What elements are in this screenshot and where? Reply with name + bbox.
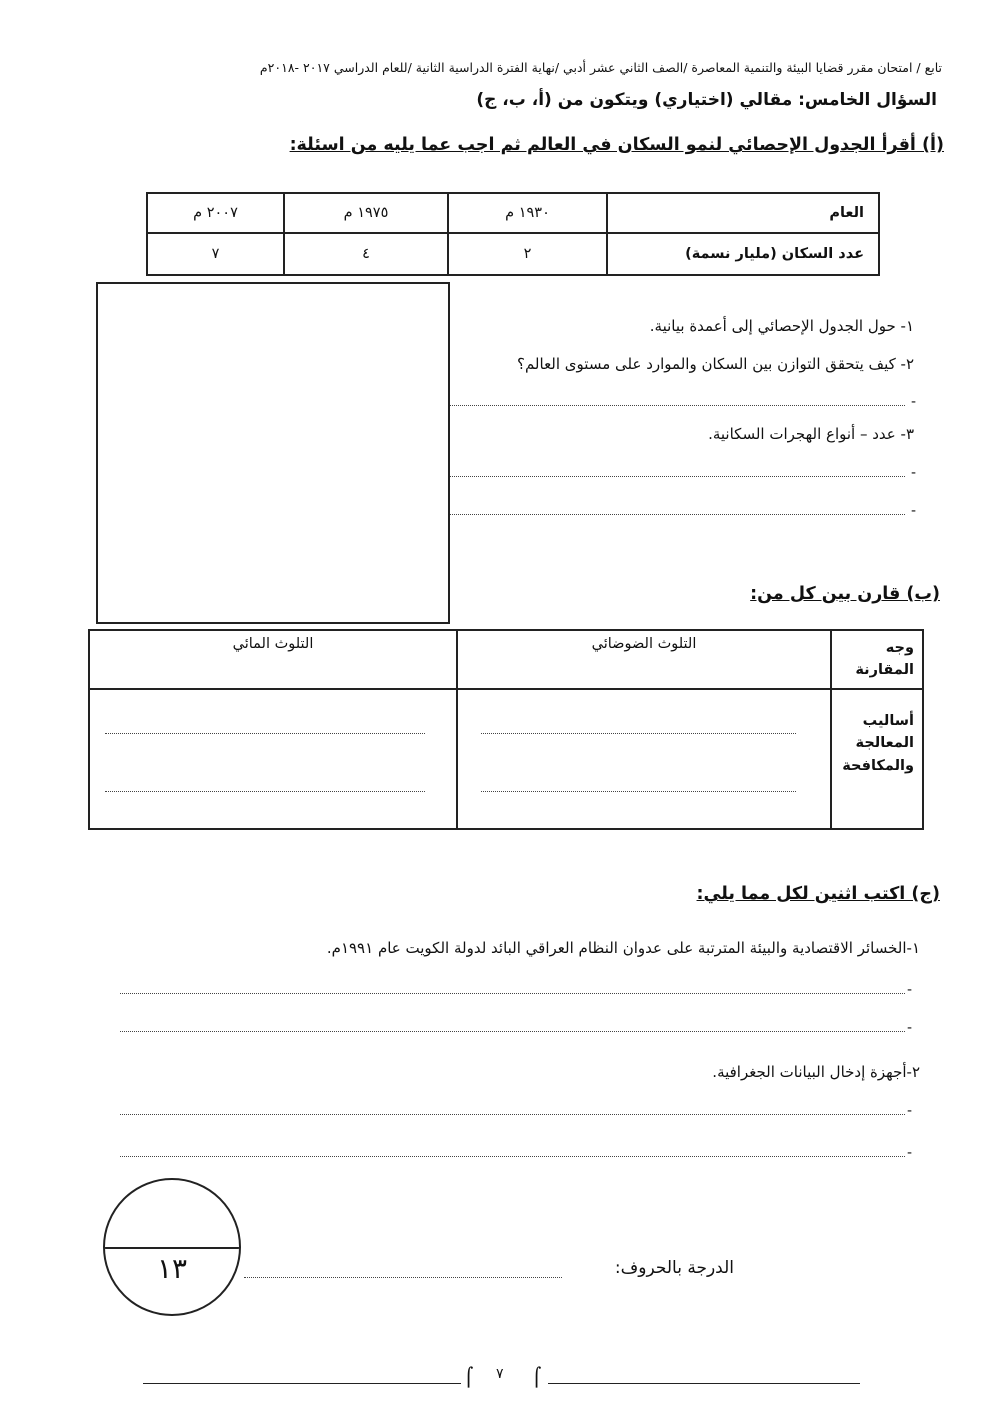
year-1930: ١٩٣٠ م (448, 193, 607, 233)
answer-line-c1-1[interactable] (120, 993, 905, 994)
population-2007: ٧ (147, 233, 284, 275)
footer-rule-right (548, 1383, 860, 1384)
footer-bracket-left: ⌠ (464, 1367, 474, 1388)
exam-header: تابع / امتحان مقرر قضايا البيئة والتنمية المعاصرة /الصف الثاني عشر أدبي /نهاية الفترة الدراسية الثانية /للعام الدراسي ٢٠١٧ -٢٠١٨م (259, 60, 942, 75)
question-c1: ١-الخسائر الاقتصادية والبيئة المترتبة على عدوان النظام العراقي البائد لدولة الكويت عام ١٩٩١م. (326, 939, 920, 957)
footer-rule-left (143, 1383, 461, 1384)
answer-dash: - (907, 1020, 913, 1036)
grade-in-words-label: الدرجة بالحروف: (614, 1258, 734, 1278)
population-row-label: عدد السكان (مليار نسمة) (607, 233, 879, 275)
footer-bracket-right: ⌠ (532, 1367, 542, 1388)
answer-line-a2[interactable] (450, 405, 905, 406)
year-1975: ١٩٧٥ م (284, 193, 448, 233)
answer-line[interactable] (105, 791, 425, 792)
grade-stamp (103, 1178, 241, 1316)
answer-line-a3-1[interactable] (450, 476, 905, 477)
question-a2: ٢- كيف يتحقق التوازن بين السكان والموارد على مستوى العالم؟ (516, 355, 914, 373)
answer-line-c2-2[interactable] (120, 1156, 905, 1157)
part-c-instruction: (ج) اكتب اثنين لكل مما يلي: (696, 884, 940, 904)
comparison-table (88, 629, 924, 830)
part-a-instruction: (أ) أقرأ الجدول الإحصائي لنمو السكان في العالم ثم اجب عما يليه من اسئلة: (289, 135, 944, 155)
grade-score: ١٣ (156, 1252, 188, 1285)
question-c2: ٢-أجهزة إدخال البيانات الجغرافية. (712, 1063, 920, 1081)
noise-pollution-answer-cell[interactable] (457, 689, 831, 829)
answer-dash: - (907, 1145, 913, 1161)
table-header-label: العام (607, 193, 879, 233)
bar-chart-answer-box[interactable] (96, 282, 450, 624)
question-a3: ٣- عدد – أنواع الهجرات السكانية. (708, 425, 914, 443)
answer-dash: - (911, 503, 917, 519)
comparison-aspect-header: وجه المقارنة (831, 630, 923, 689)
answer-line-a3-2[interactable] (450, 514, 905, 515)
page-number: ٧ (496, 1366, 504, 1382)
treatment-methods-label: أساليب المعالجة والمكافحة (831, 689, 923, 829)
part-b-instruction: (ب) قارن بين كل من: (750, 584, 940, 604)
population-1930: ٢ (448, 233, 607, 275)
noise-pollution-header: التلوث الضوضائي (457, 630, 831, 689)
answer-line-c1-2[interactable] (120, 1031, 905, 1032)
stamp-divider (105, 1247, 239, 1249)
population-1975: ٤ (284, 233, 448, 275)
answer-dash: - (907, 982, 913, 998)
water-pollution-answer-cell[interactable] (89, 689, 457, 829)
question5-title: السؤال الخامس: مقالي (اختياري) ويتكون من (أ، ب، ج) (476, 90, 937, 110)
water-pollution-header: التلوث المائي (89, 630, 457, 689)
answer-line[interactable] (481, 733, 796, 734)
year-2007: ٢٠٠٧ م (147, 193, 284, 233)
answer-dash: - (907, 1103, 913, 1119)
answer-dash: - (911, 465, 917, 481)
population-table (146, 192, 880, 276)
answer-line-c2-1[interactable] (120, 1114, 905, 1115)
answer-line[interactable] (105, 733, 425, 734)
answer-dash: - (911, 394, 917, 410)
grade-in-words-line[interactable] (244, 1277, 562, 1278)
question-a1: ١- حول الجدول الإحصائي إلى أعمدة بيانية. (649, 317, 914, 335)
answer-line[interactable] (481, 791, 796, 792)
